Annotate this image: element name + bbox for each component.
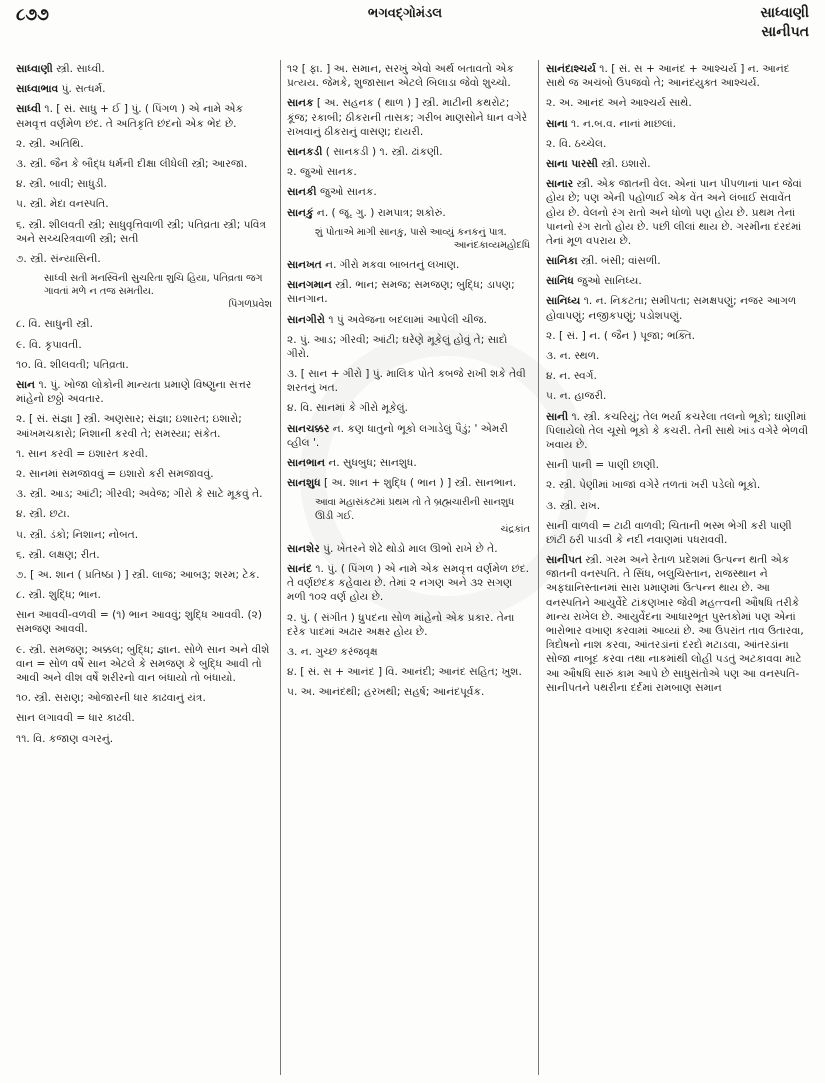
definition-text: સાની વાળવી = ટાઢી વાળવી; ચિતાની ભસ્મ ભેગી કરી પાણી છાંટી ઠરી પાડવી કે નદી નવાણમાં પધરાવવી.	[546, 519, 792, 546]
dictionary-entry	[16, 82, 272, 96]
dictionary-entry	[16, 197, 272, 211]
dictionary-title: ભગવદ્ગોમંડલ	[367, 6, 443, 21]
definition-text: સાન આવવી-વળવી = (૧) ભાન આવવું; શુદ્ધિ આવવી. (૨) સમજણ આવવી.	[16, 609, 262, 636]
definition-text: સ્ત્રી. ગરમ અને રેતાળ પ્રદેશમાં ઉત્પન્ન થતી એક જાતની વનસ્પતિ. તે સિંધ, બલુચિસ્તાન, રાજસ્થાન ને અફઘાનિસ્તાનમાં સારા પ્રમાણમાં ઉત્પન્ન થાય છે. આ વનસ્પતિને આયુર્વેદે ટાંકણખાર જેવી મહત્ત્વની ઔષધિ તરીકે માન્ય રાખેલ છે. આયુર્વેદના આધારભૂત પુસ્તકોમાં પણ એનાં ભારોભાર વખાણ કરવામાં આવ્યાં છે. આ ઉપરાંત તાવ ઉતારવા, ત્રિદોષનો નાશ કરવા, આંતરડાંનાં દરદો મટાડવા, આંતરડાંના સોજા નાબૂદ કરવા તથા નાકમાંથી લોહી પડતું અટકાવવા માટે આ ઔષધિ સારું કામ આપે છે સાધુસંતોએ પણ આ વનસ્પતિ-સાનીપતને પથરીના દર્દમાં રામબાણ સમાન	[546, 554, 804, 694]
definition-text: ૫. ન. હાજરી.	[546, 390, 607, 403]
dictionary-entry	[16, 467, 272, 481]
dictionary-entry	[546, 254, 810, 268]
headword: સાનકું	[287, 206, 314, 219]
dictionary-entry	[287, 145, 530, 159]
definition-text: ૧૧. વિ. કજાણ વગરનું.	[16, 732, 114, 745]
dictionary-entry	[287, 165, 530, 179]
definition-text: ૨. [ સં. સંજ્ઞા ] સ્ત્રી. અણસાર; સંજ્ઞા; ઇશારત; ઇશારો; આંખમચકારો; નિશાની કરવી તે; સમસ્યા; સંકેત.	[16, 413, 242, 440]
dictionary-entry	[16, 732, 272, 746]
definition-text: ૧. [ સં. સાધુ + ઈ ] પું. ( પિંગળ ) એ નામે એક સમવૃત્ત વર્ણમેળ છંદ. તે અતિકૃતિ છંદનો એક ભેદ છે.	[16, 103, 244, 130]
dictionary-entry	[16, 252, 272, 266]
dictionary-entry	[546, 478, 810, 492]
dictionary-entry	[546, 389, 810, 403]
definition-text: ૧. ન. નિકટતા; સમીપતા; સમક્ષપણું; નજર આગળ હોવાપણું; નજીકપણું; પડોશપણું.	[546, 295, 797, 322]
definition-text: ૬. સ્ત્રી. લક્ષણ; રીત.	[16, 548, 100, 561]
definition-text: ન. સુધબુધ; સાનશુધ.	[325, 457, 417, 469]
definition-text: સ્ત્રી. એક જાતની વેલ. એનાં પાન પીપળાનાં પાન જેવાં હોય છે; પણ એની પહોળાઈ એક વેંત અને લંબાઈ સવાવેંત હોય છે. વેલનો રંગ રાતો અને ધોળો પણ હોય છે. પ્રથમ તેનાં પાનનો રંગ રાતો હોય છે. પછી લીલાં થાય છે. ગરમીના દરદમાં તેનાં મૂળ વપરાય છે.	[546, 178, 802, 247]
dictionary-entry	[546, 137, 810, 151]
definition-text: ૨. સ્ત્રી. પેણીમાં ખાજાં વગેરે તળતાં ખરી પડેલો ભૂકો.	[546, 479, 761, 492]
definition-text: ૧. સાન કરવી = ઇશારત કરવી.	[16, 447, 148, 460]
definition-text: સ્ત્રી. સાધ્વી.	[52, 63, 105, 75]
quotation	[287, 496, 530, 535]
definition-text: ન. ( જૂ. ગુ. ) રામપાત્ર; શકોરું.	[313, 206, 446, 219]
definition-text: ૩. સ્ત્રી. આડ; આંટી; ગીરવી; અવેજ; ગીરો કે સાટે મૂકવું તે.	[16, 488, 263, 501]
quotation-text: આવા મહાસંકટમાં પ્રથમ તો તે બ્રહ્મચારીની સાનશુધ ઊડી ગઈ.	[315, 497, 515, 522]
dictionary-entry	[287, 258, 530, 272]
headword: સાનભાન	[287, 457, 326, 469]
definition-text: ૨. [ સં. ] ન. ( જૈન ) પૂજા; ભક્તિ.	[546, 329, 696, 342]
headword: સાનગમાન	[287, 279, 332, 292]
definition-text: ૨. સ્ત્રી. અતિથિ.	[16, 137, 84, 150]
definition-text: જુઓ સાનક.	[316, 186, 377, 199]
dictionary-entry	[287, 401, 530, 415]
definition-text: સ્ત્રી. ઇશારો.	[597, 157, 651, 170]
dictionary-entry	[16, 487, 272, 501]
dictionary-entry	[546, 274, 810, 288]
dictionary-entry	[546, 96, 810, 110]
definition-text: ૨. પું. ( સંગીત ) ધ્રુપદના સોળ માંહેનો એક પ્રકાર. તેના દરેક પાદમાં અઢાર અક્ષર હોય છે.	[287, 611, 515, 638]
headword: સાનશુધ	[287, 477, 321, 490]
definition-text: જુઓ સાનિધ્ય.	[573, 275, 642, 288]
definition-text: ૧ પું અવેજના બદલામાં આપેલી ચીજ.	[324, 313, 487, 326]
definition-text: ૩. સ્ત્રી. જૈન કે બૌદ્ધ ધર્મની દીક્ષા લીધેલી સ્ત્રી; આરજા.	[16, 157, 248, 170]
column-middle	[287, 62, 530, 1077]
quotation-source: પિંગળપ્રવેશ	[228, 299, 272, 311]
headword: સાનિધ	[546, 275, 574, 288]
dictionary-entry	[16, 588, 272, 602]
definition-text: સાન લગાવવી = ધાર કાઢવી.	[16, 712, 135, 725]
dictionary-entry	[16, 548, 272, 562]
definition-text: ૨. વિ. ઠચ્ચેલ.	[546, 137, 607, 150]
dictionary-entry	[546, 62, 810, 90]
dictionary-entry	[16, 447, 272, 461]
dictionary-entry	[546, 349, 810, 363]
dictionary-entry	[16, 643, 272, 686]
dictionary-entry	[287, 333, 530, 361]
dictionary-entry	[16, 691, 272, 705]
headword: સાનખત	[287, 258, 322, 271]
dictionary-entry	[16, 528, 272, 542]
definition-text: ૧૨ [ ફા. ] અ. સમાન, સરખું એવો અર્થ બતાવતો એક પ્રત્યય. જેમકે, શુજાસાન એટલે બિલાડા જેવો શુચ્ચો.	[287, 63, 514, 90]
definition-text: ૩. ન. સ્થળ.	[546, 350, 600, 362]
definition-text: ૮. વિ. સાધુની સ્ત્રી.	[16, 318, 93, 331]
column-left	[16, 62, 272, 1077]
definition-text: ૧. પું. ( પિંગળ ) એ નામે એક સમવૃત્ત વર્ણમેળ છંદ. તે વર્ણછંદક કહેવાય છે. તેમાં ૨ નગણ અને ૩૨ સગણ મળી ૧૦૨ વર્ણ હોય છે.	[287, 562, 529, 604]
definition-text: ૩. સ્ત્રી. રાખ.	[546, 499, 601, 512]
headword: સાધ્વાભાવ	[16, 83, 59, 96]
definition-text: ૭. સ્ત્રી. સંન્યાસિની.	[16, 252, 101, 265]
definition-text: ન. ગીરો મકવા બાબતનું લખાણ.	[321, 258, 460, 271]
headword: સાનશેર	[287, 542, 320, 555]
dictionary-entry	[287, 62, 530, 90]
dictionary-entry	[287, 645, 530, 659]
definition-text: પું. ખેતરને શેઢે થોડો માલ ઊભો રાખે છે તે.	[319, 542, 498, 555]
definition-text: ૫. સ્ત્રી. ડંકો; નિશાન; નોબત.	[16, 528, 139, 541]
dictionary-entry	[546, 458, 810, 472]
definition-text: ન. કણ ધાતુનો ભૂકો લગાડેલું પૈડું; ' એમરી વ્હીલ '.	[287, 422, 508, 449]
headword: સાનાર	[546, 178, 574, 191]
quotation-source: આનંદકાવ્યમહોદધિ	[453, 239, 530, 251]
dictionary-entry	[546, 157, 810, 171]
headword: સાન	[16, 379, 36, 391]
definition-text: [ અ. સહનક ( થાળ ) ] સ્ત્રી. માટીની કથરોટ; કૂંજ; રકાબી; ઠીકરાની તાસક; ગરીબ માણસોને ધાન વગેરે રાખવાનું ઠીકરાનું વાસણ; દાયરી.	[287, 97, 528, 138]
headword: સાનંદાશ્ચર્ય	[546, 63, 596, 75]
dictionary-entry	[16, 137, 272, 151]
definition-text: પું. સત્ધર્મ.	[58, 83, 106, 96]
dictionary-entry	[546, 294, 810, 322]
dictionary-entry	[16, 317, 272, 331]
dictionary-entry	[287, 185, 530, 199]
definition-text: ૩. [ સાન + ગીરો ] પું. માલિક પોતે કબજે રાખી શકે તેવી શરતનું ખત.	[287, 368, 526, 395]
dictionary-entry	[16, 157, 272, 171]
definition-text: ૪. વિ. સાનમાં કે ગીરો મૂકેલું.	[287, 402, 408, 415]
dictionary-entry	[16, 378, 272, 406]
quotation-text: સાધ્વી સતી મનસ્વિની સુચરિતા શુચિ હિયા, પતિવ્રતા જગ ગાવતાં મળે ન તજ સમતીય.	[44, 273, 263, 298]
definition-text: ૭. [ અ. શાન ( પ્રતિષ્ઠા ) ] સ્ત્રી. લાજ; આબરૂ; શરમ; ટેક.	[16, 568, 260, 581]
definition-text: ( સાનકડી ) ૧. સ્ત્રી. ઢાંકણી.	[322, 145, 443, 158]
quotation-text: શું પોતાએ માગી સાનકુ, પાસે આવ્યું કનકનું પાત્ર.	[315, 226, 507, 238]
definition-text: ૨. જુઓ સાનક.	[287, 166, 357, 179]
definition-text: [ અ. શાન + શુદ્ધિ ( ભાન ) ] સ્ત્રી. સાનભાન.	[320, 477, 517, 490]
dictionary-entry	[16, 177, 272, 191]
dictionary-entry	[16, 102, 272, 130]
quotation-source: ચંદ્રકાંત	[500, 523, 530, 535]
headword: સાની	[546, 410, 569, 423]
definition-text: ૨. સાનમાં સમજાવવું = ઇશારો કરી સમજાવવું.	[16, 467, 214, 480]
definition-text: સાની પાની = પાણી છાણી.	[546, 459, 659, 472]
definition-text: ૮. સ્ત્રી. શુદ્ધિ; ભાન.	[16, 589, 101, 602]
dictionary-entry	[287, 313, 530, 327]
dictionary-entry	[546, 329, 810, 343]
headword: સાનિકા	[546, 255, 578, 268]
column-divider	[280, 60, 281, 1075]
page-number: ૮૭૭	[16, 5, 49, 25]
definition-text: ૧૦. વિ. શીલવતી; પતિવ્રતા.	[16, 358, 129, 371]
dictionary-entry	[287, 611, 530, 639]
definition-text: ૧૦. સ્ત્રી. સરાણ; ઓજારની ધાર કાઢવાનું યંત્ર.	[16, 692, 206, 705]
dictionary-entry	[16, 412, 272, 440]
headword: સાનીપત	[546, 554, 582, 567]
quotation	[287, 226, 530, 252]
headword: સાનિધ્ય	[546, 295, 581, 308]
definition-text: સ્ત્રી. ભાન; સમજ; સમજણ; બુદ્ધિ; ડાપણ; સાનગાન.	[287, 279, 515, 306]
dictionary-entry	[287, 206, 530, 220]
dictionary-entry	[16, 338, 272, 352]
headword: સાનકડી	[287, 145, 323, 158]
dictionary-entry	[287, 96, 530, 139]
dictionary-entry	[287, 542, 530, 556]
dictionary-entry	[16, 608, 272, 636]
definition-text: ૧. [ સં. સ + આનંદ + આશ્ચર્ય ] ન. આનંદ સાથે જ અચંબો ઉપજવો તે; આનંદયુક્ત આશ્ચર્ય.	[546, 63, 790, 90]
headword: સાનંદ	[287, 562, 312, 575]
definition-text: ૯. સ્ત્રી. સમજણ; અક્કલ; બુદ્ધિ; જ્ઞાન. સોળે સાન અને વીશે વાન = સોળ વર્ષે સાન એટલે કે સમજણ કે બુદ્ધિ આવી તો આવી અને વીશ વર્ષે શરીરનો વાન બંધાયો તો બંધાયો.	[16, 643, 270, 684]
dictionary-entry	[546, 410, 810, 453]
dictionary-entry	[546, 369, 810, 383]
dictionary-entry	[287, 367, 530, 395]
definition-text: ૪. [ સં. સ + આનંદ ] વિ. આનંદી; આનંદ સહિત; ખુશ.	[287, 666, 522, 679]
dictionary-entry	[16, 568, 272, 582]
guide-word-last: સાનીપત	[761, 24, 809, 40]
headword: સાધ્વી	[16, 103, 42, 116]
dictionary-entry	[287, 685, 530, 699]
dictionary-entry	[287, 456, 530, 470]
dictionary-entry	[16, 358, 272, 372]
definition-text: ૪. સ્ત્રી. બાવી; સાધુડી.	[16, 178, 107, 191]
definition-text: ૧. સ્ત્રી. કચરિયું; તેલ ભર્યા કચરેલા તલનો ભૂકો; ઘાણીમાં પિલાયેલો તેલ ચૂસો ભૂકો કે કચરી. તેની સાથે ખાંડ વગેરે ભેળવી ખવાય છે.	[546, 410, 809, 451]
definition-text: ૫. સ્ત્રી. મેદા વનસ્પતિ.	[16, 198, 109, 211]
headword: સાધ્વાણી	[16, 63, 53, 75]
dictionary-entry	[16, 218, 272, 246]
definition-text: ૬. સ્ત્રી. શીલવતી સ્ત્રી; સાધુવૃત્તિવાળી સ્ત્રી; પતિવ્રતા સ્ત્રી; પવિત્ર અને સચ્ચરિત્રવાળી સ્ત્રી; સતી	[16, 218, 267, 245]
definition-text: ૧. પું. ખોજા લોકોની માન્યતા પ્રમાણે વિષ્ણુના સત્તર માંહેનો છઠ્ઠો અવતાર.	[16, 379, 252, 406]
column-right	[546, 62, 810, 1077]
definition-text: ૫. અ. આનંદથી; હરખથી; સહર્ષ; આનંદપૂર્વક.	[287, 686, 485, 699]
definition-text: ૪. ન. સ્વર્ગ.	[546, 370, 597, 383]
headword: સાનકી	[287, 186, 317, 199]
dictionary-entry	[287, 422, 530, 450]
definition-text: ૨. પું. આડ; ગીરવી; આંટી; ઘરેણે મૂકેલું હોવું તે; સાદો ગીરો.	[287, 333, 508, 360]
guide-word-first: સાધ્વાણી	[760, 5, 809, 21]
page-header	[0, 0, 825, 50]
definition-text: ૪. સ્ત્રી. છટા.	[16, 508, 70, 521]
definition-text: ૯. વિ. કૃપાવતી.	[16, 338, 82, 351]
definition-text: ૩. ન. ગુચ્છ કરંજવૃક્ષ	[287, 645, 378, 658]
definition-text: ૧. ન.બ.વ. નાનાં માછલાં.	[567, 117, 677, 130]
definition-text: ૨. અ. આનંદ અને આશ્ચર્ય સાથે.	[546, 97, 692, 110]
dictionary-entry	[546, 499, 810, 513]
headword: સાનગીરો	[287, 313, 325, 326]
dictionary-entry	[16, 507, 272, 521]
dictionary-entry	[546, 177, 810, 248]
dictionary-entry	[546, 553, 810, 695]
headword: સાનક	[287, 97, 314, 110]
dictionary-entry	[287, 562, 530, 605]
dictionary-entry	[287, 665, 530, 679]
definition-text: સ્ત્રી. બંસી; વાંસળી.	[577, 255, 661, 268]
headword: સાના	[546, 117, 568, 130]
headword: સાનચક્કર	[287, 422, 330, 435]
quotation	[16, 272, 272, 311]
column-divider	[538, 60, 539, 1075]
dictionary-entry	[546, 519, 810, 547]
dictionary-entry	[546, 117, 810, 131]
dictionary-entry	[16, 711, 272, 725]
headword: સાના પારસી	[546, 157, 598, 170]
dictionary-entry	[16, 62, 272, 76]
dictionary-entry	[287, 278, 530, 306]
dictionary-entry	[287, 476, 530, 490]
